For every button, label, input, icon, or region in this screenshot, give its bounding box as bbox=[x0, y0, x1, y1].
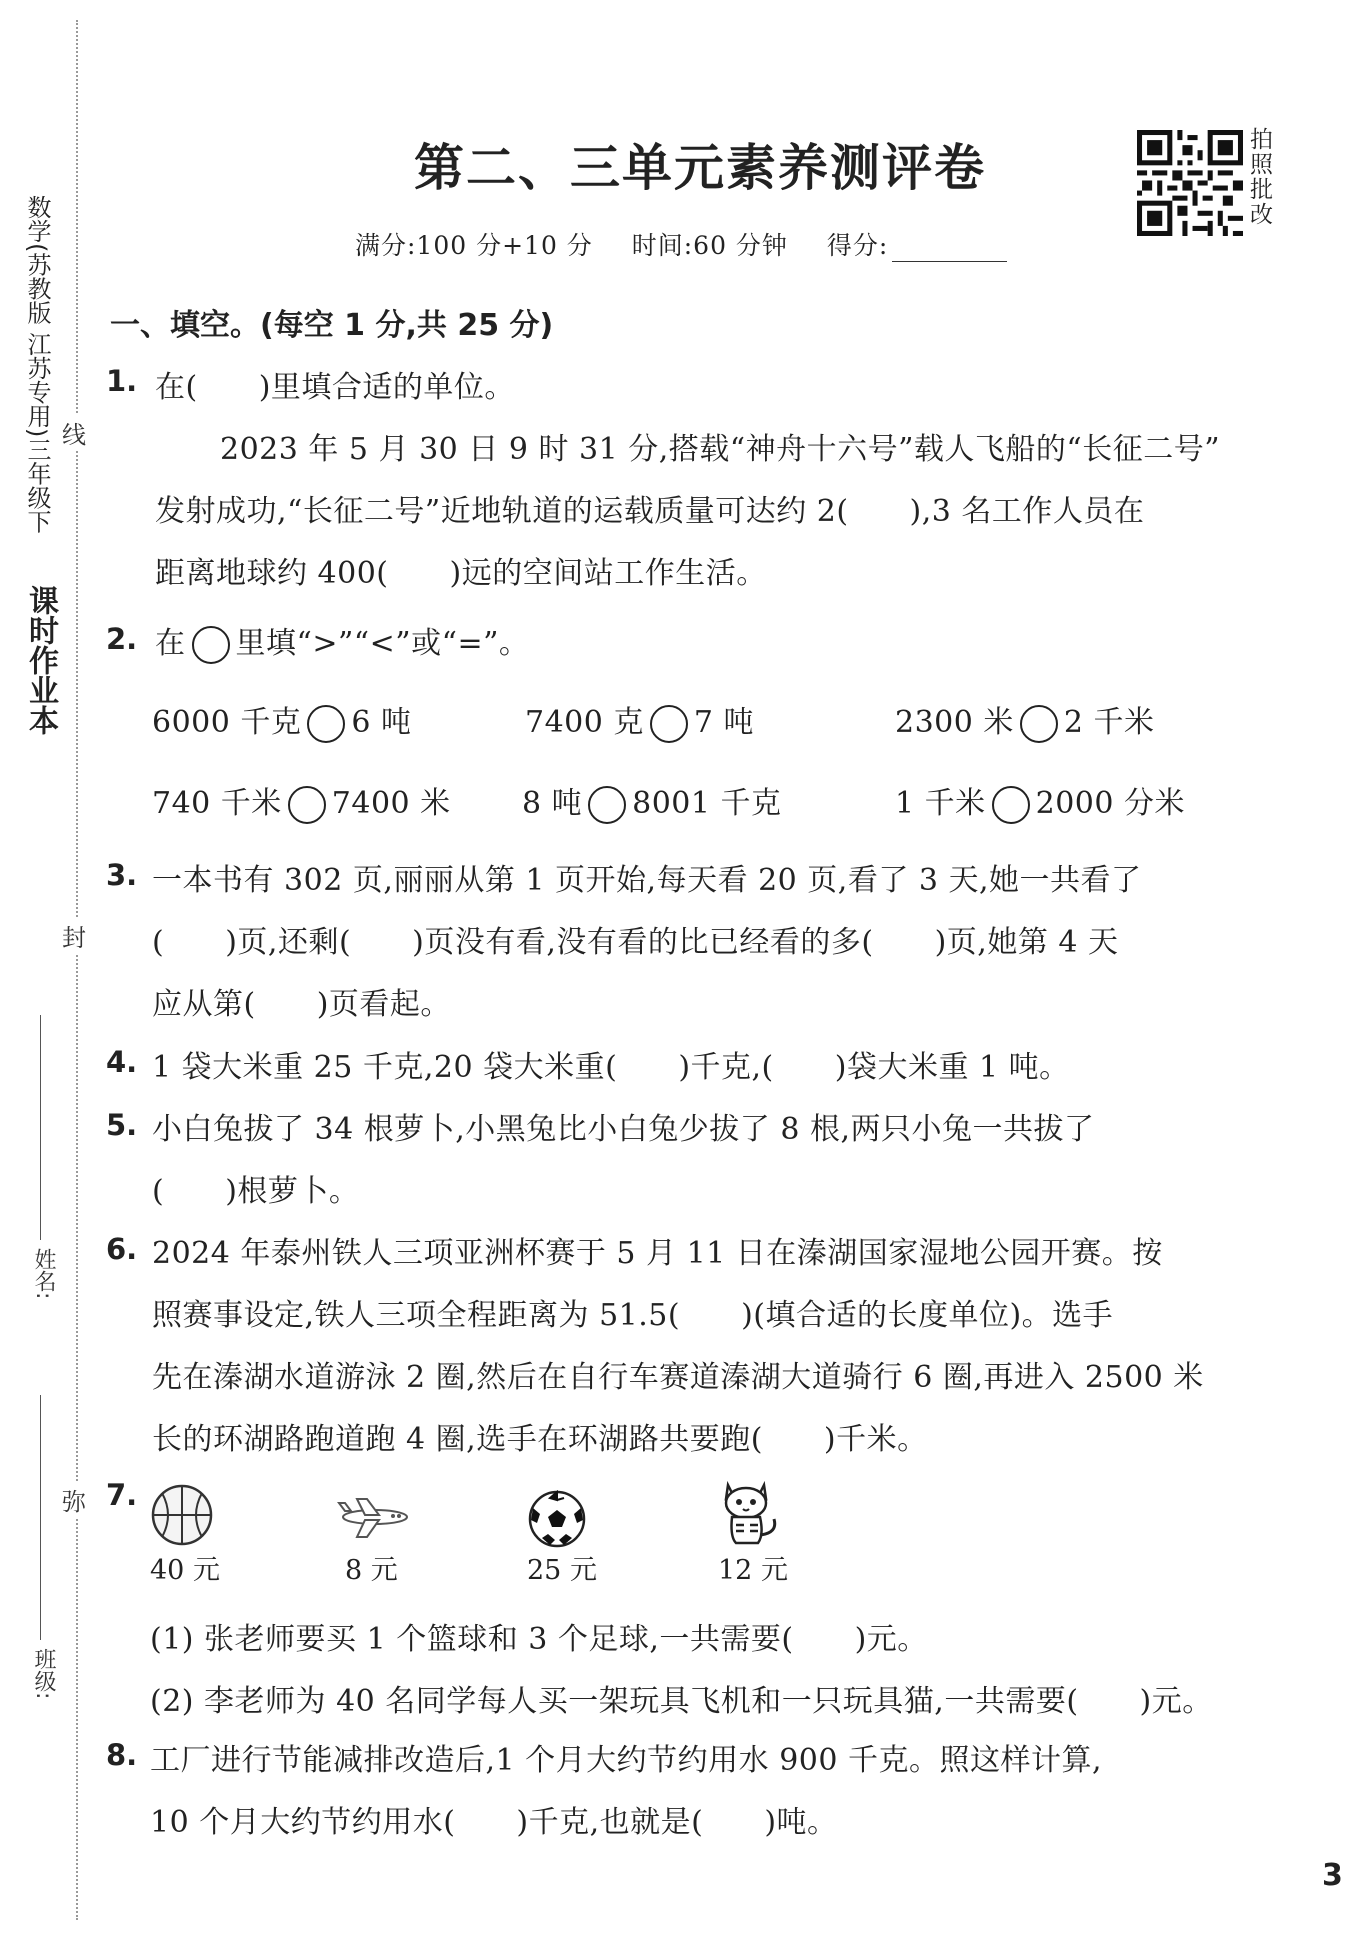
q6-line: 2024 年泰州铁人三项亚洲杯赛于 5 月 11 日在溱湖国家湿地公园开赛。按 bbox=[152, 1236, 1163, 1271]
price-toy-plane: 8 元 bbox=[345, 1555, 398, 1586]
compare-item bbox=[152, 697, 412, 743]
q1-stem: 在( )里填合适的单位。 bbox=[155, 370, 515, 405]
seal-char-xian: 线 bbox=[62, 415, 86, 450]
q6-line: 长的环湖路跑道跑 4 圈,选手在环湖路共要跑( )千米。 bbox=[152, 1422, 928, 1457]
compare-item bbox=[895, 697, 1155, 743]
football-icon bbox=[528, 1490, 586, 1548]
question-number: 5. bbox=[106, 1108, 138, 1142]
q1-line: 2023 年 5 月 30 日 9 时 31 分,搭载“神舟十六号”载人飞船的“长征二号” bbox=[220, 432, 1221, 467]
q3-line: ( )页,还剩( )页没有看,没有看的比已经看的多( )页,她第 4 天 bbox=[152, 925, 1119, 960]
q2-stem-b: 里填“>”“<”或“=”。 bbox=[235, 626, 530, 661]
full-score: 满分:100 分+10 分 bbox=[355, 231, 593, 260]
q3-line: 一本书有 302 页,丽丽从第 1 页开始,每天看 20 页,看了 3 天,她一共看了 bbox=[152, 863, 1142, 898]
question-number: 3. bbox=[106, 858, 138, 892]
qr-caption: 拍照批改 bbox=[1250, 127, 1273, 228]
compare-circle[interactable] bbox=[288, 786, 326, 824]
class-label: 班级: bbox=[31, 1648, 56, 1700]
section-heading: 一、填空。(每空 1 分,共 25 分) bbox=[110, 308, 554, 343]
score-label: 得分: bbox=[826, 231, 889, 260]
q2-stem-a: 在 bbox=[155, 626, 186, 661]
compare-item bbox=[522, 778, 782, 824]
compare-item bbox=[895, 778, 1185, 824]
q5-line: 小白兔拔了 34 根萝卜,小黑兔比小白兔少拔了 8 根,两只小兔一共拔了 bbox=[152, 1112, 1095, 1147]
compare-right: 7 吨 bbox=[693, 705, 755, 740]
price-basketball: 40 元 bbox=[150, 1555, 220, 1586]
q6-line: 先在溱湖水道游泳 2 圈,然后在自行车赛道溱湖大道骑行 6 圈,再进入 2500 米 bbox=[152, 1360, 1204, 1395]
question-number: 4. bbox=[106, 1045, 138, 1079]
class-field-line[interactable] bbox=[40, 1395, 41, 1640]
compare-circle[interactable] bbox=[1020, 705, 1058, 743]
book-title: 课时作业本 bbox=[23, 585, 58, 735]
q7-part-2: (2) 李老师为 40 名同学每人买一架玩具飞机和一只玩具猫,一共需要( )元。 bbox=[150, 1684, 1213, 1719]
compare-right: 2000 分米 bbox=[1035, 786, 1186, 821]
compare-left: 740 千米 bbox=[152, 786, 282, 821]
q8-line: 10 个月大约节约用水( )千克,也就是( )吨。 bbox=[150, 1805, 838, 1840]
compare-left: 1 千米 bbox=[895, 786, 986, 821]
price-football: 25 元 bbox=[527, 1555, 597, 1586]
compare-left: 2300 米 bbox=[895, 705, 1014, 740]
compare-item bbox=[152, 778, 451, 824]
q7-part-1: (1) 张老师要买 1 个篮球和 3 个足球,一共需要( )元。 bbox=[150, 1622, 928, 1657]
compare-circle[interactable] bbox=[650, 705, 688, 743]
compare-circle[interactable] bbox=[307, 705, 345, 743]
compare-right: 6 吨 bbox=[351, 705, 412, 740]
qr-code-icon[interactable] bbox=[1137, 130, 1243, 236]
name-label: 姓名: bbox=[31, 1248, 56, 1300]
compare-circle[interactable] bbox=[192, 626, 230, 664]
exam-info bbox=[355, 226, 1037, 262]
compare-item bbox=[525, 697, 754, 743]
compare-right: 8001 千克 bbox=[632, 786, 782, 821]
toy-cat-icon bbox=[716, 1475, 784, 1547]
q1-line: 发射成功,“长征二号”近地轨道的运载质量可达约 2( ),3 名工作人员在 bbox=[155, 494, 1145, 529]
compare-circle[interactable] bbox=[992, 786, 1030, 824]
q1-line: 距离地球约 400( )远的空间站工作生活。 bbox=[155, 556, 767, 591]
q6-line: 照赛事设定,铁人三项全程距离为 51.5( )(填合适的长度单位)。选手 bbox=[152, 1298, 1114, 1333]
basketball-icon bbox=[150, 1483, 214, 1547]
price-toy-cat: 12 元 bbox=[718, 1555, 788, 1586]
compare-left: 8 吨 bbox=[522, 786, 583, 821]
exam-time: 时间:60 分钟 bbox=[631, 231, 788, 260]
page-number: 3 bbox=[1322, 1858, 1343, 1893]
question-number: 7. bbox=[106, 1478, 138, 1512]
q4-line: 1 袋大米重 25 千克,20 袋大米重( )千克,( )袋大米重 1 吨。 bbox=[152, 1050, 1070, 1085]
compare-left: 6000 千克 bbox=[152, 705, 302, 740]
book-info: 数学(苏教版 江苏专用)三年级下 bbox=[23, 195, 51, 534]
compare-left: 7400 克 bbox=[525, 705, 644, 740]
compare-right: 2 千米 bbox=[1063, 705, 1155, 740]
seal-char-feng: 封 bbox=[62, 918, 86, 953]
q5-line: ( )根萝卜。 bbox=[152, 1174, 360, 1209]
binding-dotted-line bbox=[76, 20, 78, 1920]
question-number: 8. bbox=[106, 1738, 138, 1772]
compare-right: 7400 米 bbox=[331, 786, 451, 821]
score-blank[interactable] bbox=[892, 261, 1007, 262]
q3-line: 应从第( )页看起。 bbox=[152, 987, 451, 1022]
toy-plane-icon bbox=[335, 1495, 415, 1541]
question-number: 6. bbox=[106, 1232, 138, 1266]
q2-stem bbox=[155, 618, 529, 664]
compare-circle[interactable] bbox=[588, 786, 626, 824]
question-number: 2. bbox=[106, 622, 138, 656]
page-title: 第二、三单元素养测评卷 bbox=[414, 138, 986, 197]
q8-line: 工厂进行节能减排改造后,1 个月大约节约用水 900 千克。照这样计算, bbox=[150, 1743, 1103, 1778]
name-field-line[interactable] bbox=[40, 1015, 41, 1240]
seal-char-mi: 弥 bbox=[62, 1482, 86, 1517]
question-number: 1. bbox=[106, 364, 138, 398]
